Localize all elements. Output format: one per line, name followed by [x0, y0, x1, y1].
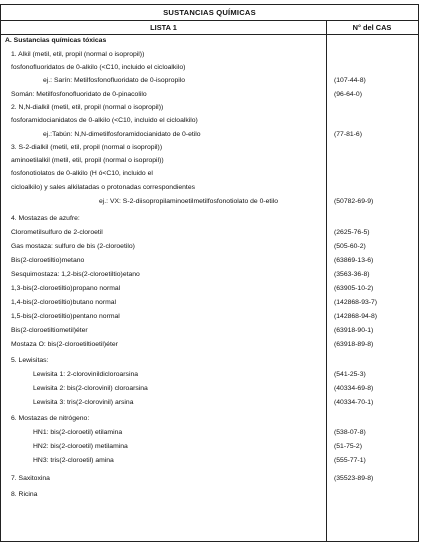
cas-number: (142868-94-8) [334, 313, 378, 320]
substance-name: 4. Mostazas de azufre: [11, 215, 80, 222]
table-row [1, 35, 420, 47]
substance-name: 5. Lewisitas: [11, 357, 49, 364]
cas-number: (2625-76-5) [334, 229, 370, 236]
substance-name: 1,3-bis(2-cloroetiltio)propano normal [11, 285, 121, 292]
table-title: SUSTANCIAS QUÍMICAS [1, 5, 418, 21]
table-row [1, 413, 420, 425]
table-row [1, 155, 420, 167]
substance-name: ej.:Tabún: N,N-dimetilfosforamidocianidato de 0-etilo [43, 131, 201, 138]
substance-name: HN2: bis(2-cloroetil) metilamina [33, 443, 128, 450]
table-row [1, 115, 420, 127]
substance-name: 8. Ricina [11, 491, 38, 498]
table-row [1, 489, 420, 501]
substance-name: 7. Saxitoxina [11, 475, 50, 482]
cas-number: (40334-70-1) [334, 399, 374, 406]
cas-number: (538-07-8) [334, 429, 366, 436]
cas-number: (51-75-2) [334, 443, 362, 450]
substance-name: aminoetilalkil (metil, etil, propil (normal o isopropil)) [11, 157, 164, 164]
substance-name: 6. Mostazas de nitrógeno: [11, 415, 90, 422]
table-row [1, 455, 420, 467]
substance-name: Lewisita 2: bis(2-clorovinil) cloroarsina [33, 385, 148, 392]
cas-number: (555-77-1) [334, 457, 366, 464]
table-header [1, 21, 418, 35]
table-row [1, 297, 420, 309]
cas-number: (541-25-3) [334, 371, 366, 378]
substance-name: HN3: tris(2-cloroetil) amina [33, 457, 114, 464]
list-column-header: LISTA 1 [150, 23, 177, 32]
substance-name: cicloalkilo) y sales alkilatadas o protonadas correspondientes [11, 184, 195, 191]
substance-name: 3. S-2-dialkil (metil, etil, propil (normal o isopropil)) [11, 144, 163, 151]
substance-name: ej.: Sarín: Metilfosfonofluoridato de 0-isopropilo [43, 77, 186, 84]
table-row [1, 311, 420, 323]
substance-name: Clorometilsulfuro de 2-cloroetil [11, 229, 103, 236]
table-row [1, 129, 420, 141]
substance-name: Bis(2-cloroetiltio)metano [11, 257, 85, 264]
cas-number: (96-64-0) [334, 91, 362, 98]
substance-name: Bis(2-cloroetiltiometil)éter [11, 327, 88, 334]
cas-number: (505-60-2) [334, 243, 366, 250]
cas-number: (3563-36-8) [334, 271, 370, 278]
table-row [1, 213, 420, 225]
table-row [1, 75, 420, 87]
table-row [1, 283, 420, 295]
cas-number: (107-44-8) [334, 77, 366, 84]
substance-name: ej.: VX: S-2-diisopropilaminoetilmetilfosfonotiolato de 0-etilo [99, 198, 279, 205]
substance-name: Mostaza O: bis(2-cloroetiltioetil)éter [11, 341, 118, 348]
table-row [1, 325, 420, 337]
substance-name: 1. Alkil (metil, etil, propil (normal o isopropil)) [11, 51, 145, 58]
table-row [1, 49, 420, 61]
substance-name: Lewisita 3: tris(2-clorovinil) arsina [33, 399, 134, 406]
table-row [1, 255, 420, 267]
substance-name: HN1: bis(2-cloroetil) etilamina [33, 429, 123, 436]
substance-name: Lewisita 1: 2-clorovinildicloroarsina [33, 371, 139, 378]
table-row [1, 355, 420, 367]
cas-number: (63869-13-6) [334, 257, 374, 264]
cas-number: (142868-93-7) [334, 299, 378, 306]
chemicals-table [0, 4, 419, 542]
cas-number: (63905-10-2) [334, 285, 374, 292]
table-row [1, 269, 420, 281]
cas-number: (40334-69-8) [334, 385, 374, 392]
substance-name: A. Sustancias químicas tóxicas [5, 37, 107, 44]
table-row [1, 397, 420, 409]
table-row [1, 369, 420, 381]
substance-name: Gas mostaza: sulfuro de bis (2-cloroetilo) [11, 243, 135, 250]
cas-number: (35523-89-8) [334, 475, 374, 482]
table-row [1, 196, 420, 208]
table-row [1, 182, 420, 194]
cas-column-header: N° del CAS [352, 23, 392, 32]
cas-number: (63918-89-8) [334, 341, 374, 348]
table-row [1, 441, 420, 453]
table-row [1, 383, 420, 395]
substance-name: fosfonofluoridatos de 0-alkilo (<C10, incluido el cicloalkilo) [11, 64, 186, 71]
table-row [1, 168, 420, 180]
table-row [1, 142, 420, 154]
table-body [1, 35, 418, 544]
cas-number: (77-81-6) [334, 131, 362, 138]
substance-name: 2. N,N-dialkil (metil, etil, propil (normal o isopropil)) [11, 104, 164, 111]
substance-name: 1,4-bis(2-cloroetiltio)butano normal [11, 299, 117, 306]
cas-number: (63918-90-1) [334, 327, 374, 334]
cas-number: (50782-69-9) [334, 198, 374, 205]
substance-name: fosforamidocianidatos de 0-alkilo (<C10, incluido el cicloalkilo) [11, 117, 198, 124]
table-row [1, 473, 420, 485]
table-row [1, 227, 420, 239]
table-row [1, 427, 420, 439]
table-row [1, 62, 420, 74]
table-row [1, 339, 420, 351]
table-row [1, 241, 420, 253]
substance-name: 1,5-bis(2-cloroetiltio)pentano normal [11, 313, 120, 320]
substance-name: fosfonotiolatos de 0-alkilo (H ó<C10, incluido el [11, 170, 153, 177]
table-row [1, 102, 420, 114]
substance-name: Sesquimostaza: 1,2-bis(2-cloroetiltio)etano [11, 271, 140, 278]
table-row [1, 89, 420, 101]
substance-name: Somán: Metilfosfonofluoridato de 0-pinacolilo [11, 91, 147, 98]
